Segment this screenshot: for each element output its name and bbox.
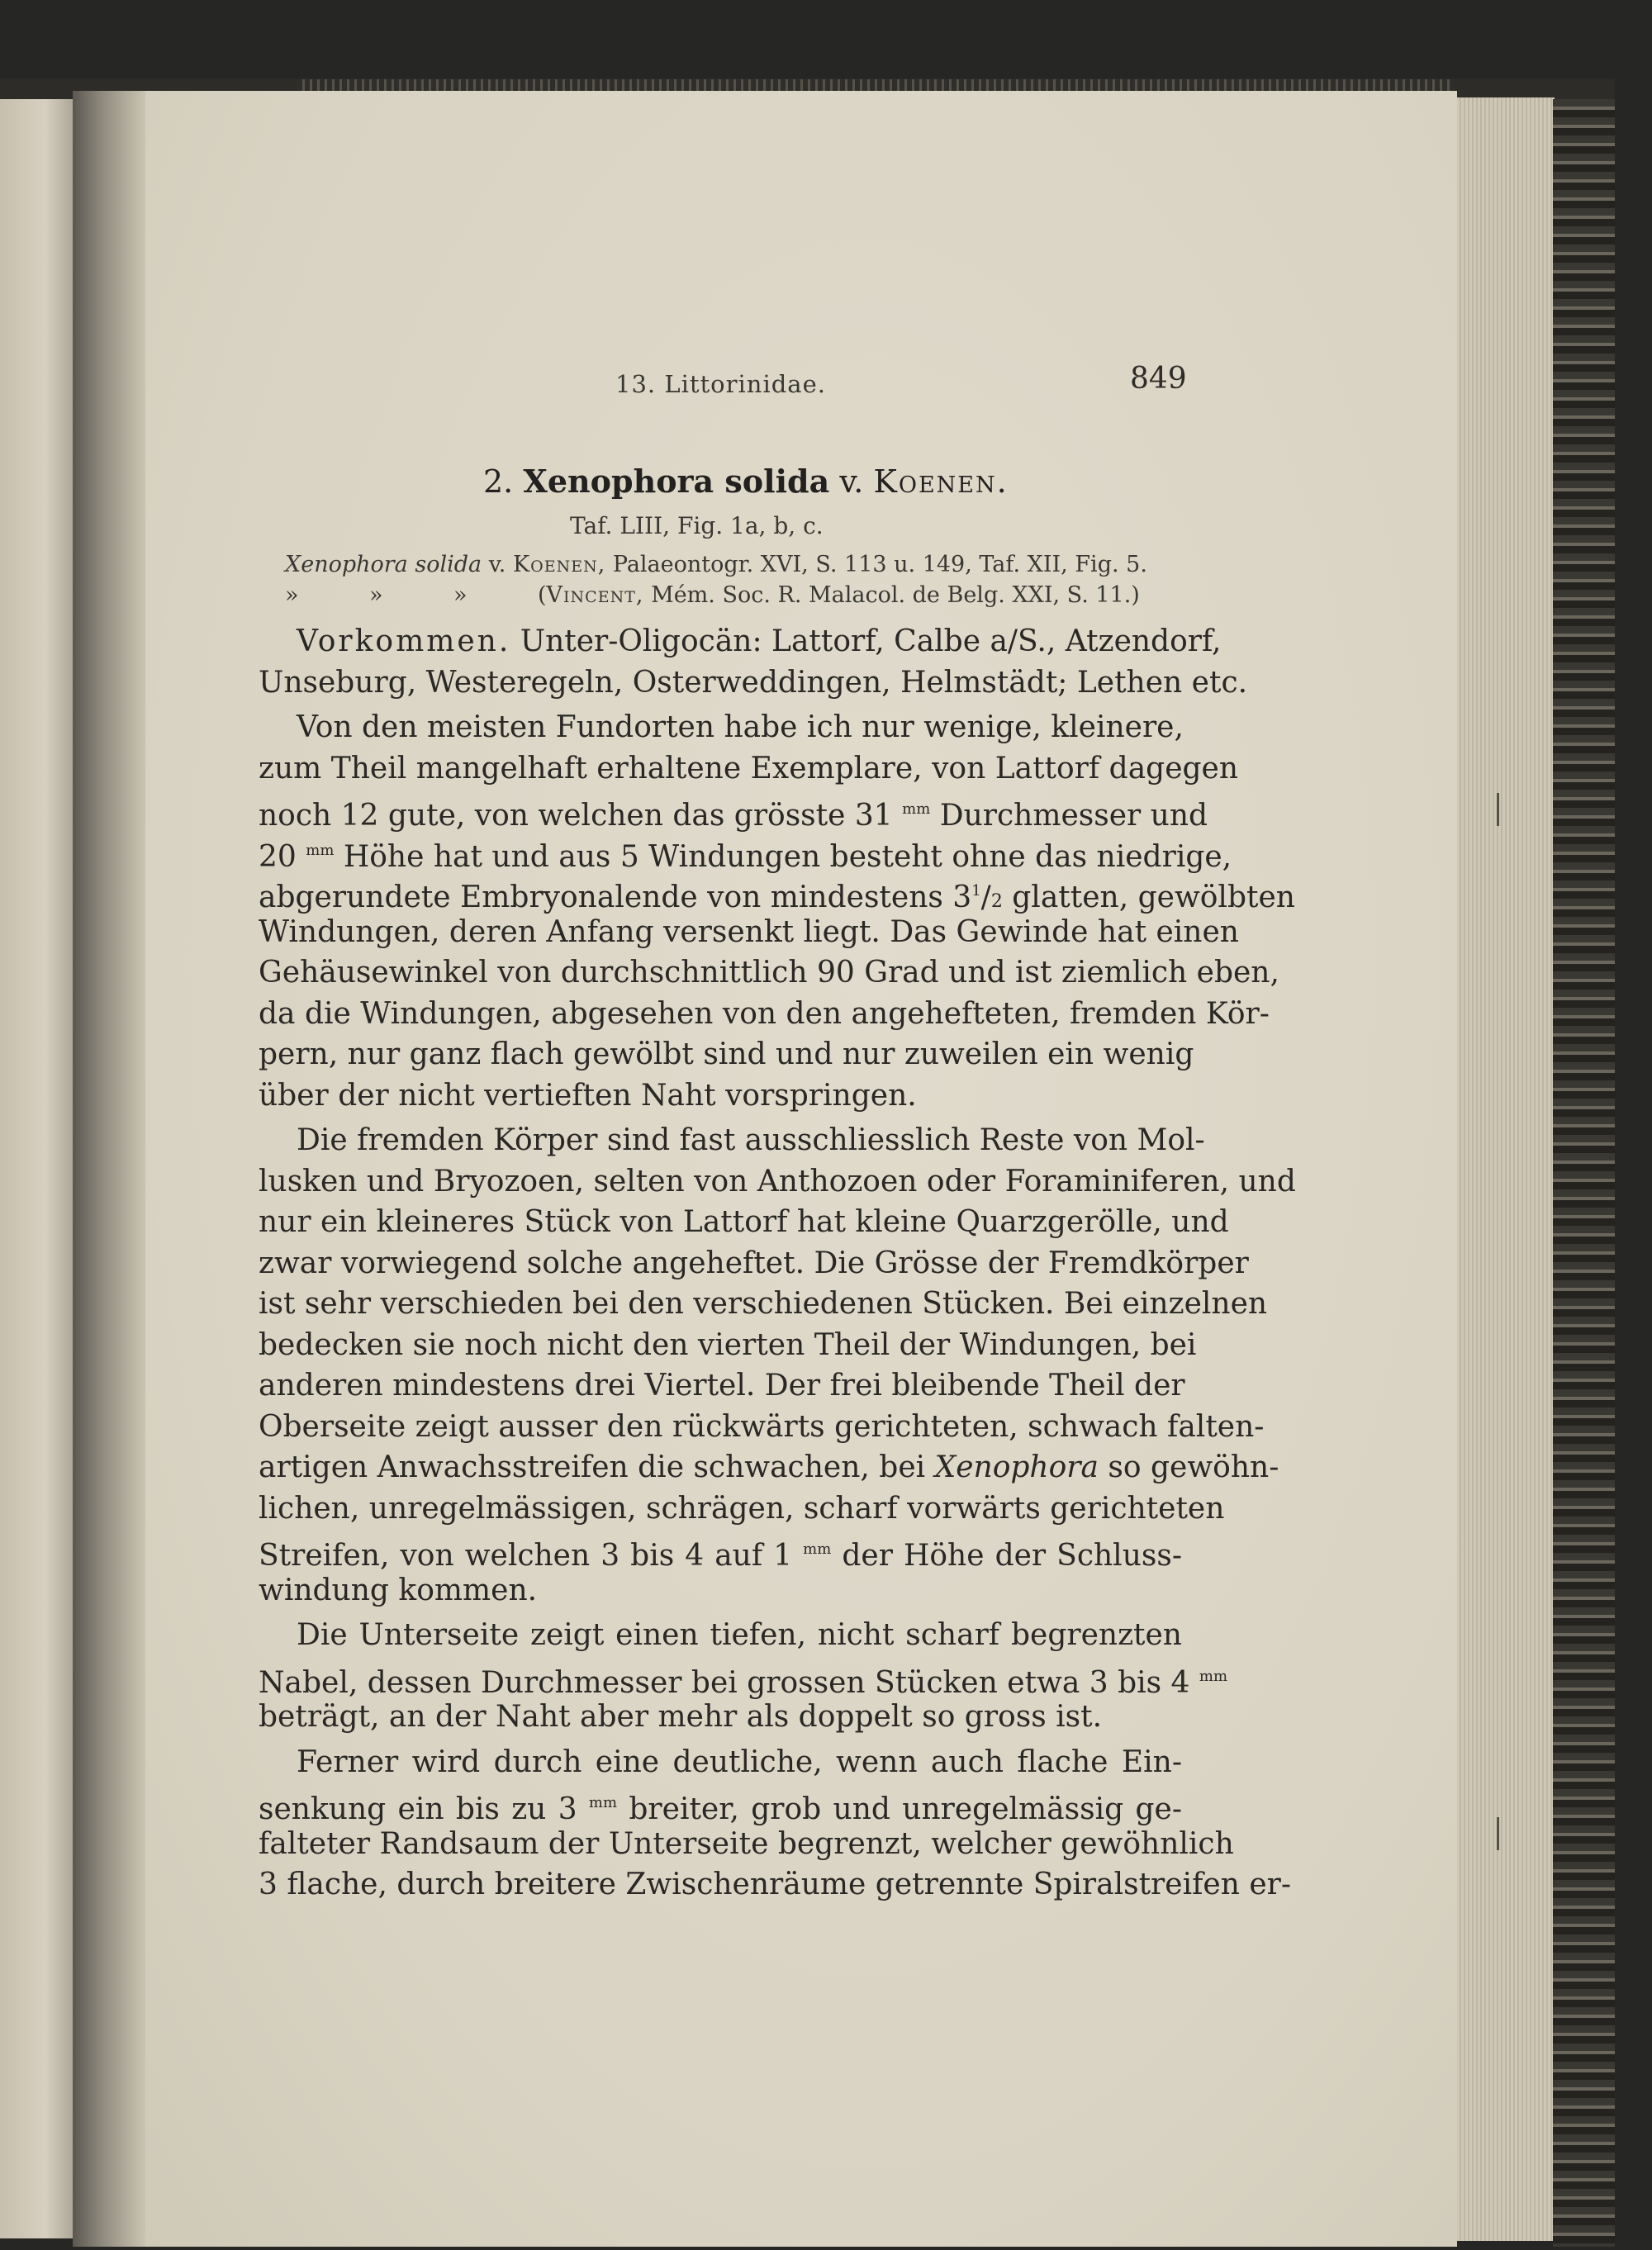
text-line bbox=[259, 1824, 1234, 1865]
text-segment: Unseburg, Westeregeln, Osterweddingen, Helmstädt; Lethen etc. bbox=[259, 665, 1248, 700]
text-line bbox=[259, 621, 1222, 662]
ditto-mark: » bbox=[369, 582, 383, 608]
text-line bbox=[259, 912, 1239, 953]
synonym-author: Vincent, bbox=[546, 582, 644, 608]
text-segment: nur ein kleineres Stück von Lattorf hat kleine Quarzgerölle, und bbox=[259, 1205, 1229, 1239]
unit-superscript: mm bbox=[588, 1794, 618, 1811]
synonymy-line bbox=[285, 552, 1147, 577]
text-segment: lichen, unregelmässigen, schrägen, scharf vorwärts gerichteten bbox=[259, 1491, 1225, 1526]
previous-page-edge bbox=[0, 99, 76, 2238]
page-number: 849 bbox=[1130, 362, 1187, 396]
text-line bbox=[259, 1365, 1185, 1407]
text-line bbox=[259, 1656, 1228, 1700]
species-number: 2. bbox=[483, 463, 514, 500]
fraction-denominator: 2 bbox=[990, 891, 1003, 912]
text-segment: Höhe hat und aus 5 Windungen besteht ohne das niedrige, bbox=[334, 839, 1232, 874]
text-segment: Gehäusewinkel von durchschnittlich 90 Grad und ist ziemlich eben, bbox=[259, 956, 1279, 990]
text-segment: 20 bbox=[259, 839, 306, 874]
text-segment: Von den meisten Fundorten habe ich nur wenige, kleinere, bbox=[297, 710, 1184, 744]
text-segment: Windungen, deren Anfang versenkt liegt. Das Gewinde hat einen bbox=[259, 914, 1239, 949]
text-line bbox=[259, 707, 1182, 748]
text-line bbox=[259, 1570, 1182, 1612]
text-line bbox=[259, 1447, 1279, 1488]
unit-superscript: mm bbox=[902, 800, 931, 818]
text-line bbox=[259, 1325, 1197, 1366]
text-segment: noch 12 gute, von welchen das grösste 31 bbox=[259, 799, 903, 833]
text-segment: anderen mindestens drei Viertel. Der frei bleibende Theil der bbox=[259, 1369, 1185, 1403]
synonym-taxon: Xenophora solida bbox=[285, 552, 482, 577]
text-line bbox=[259, 1034, 1194, 1075]
text-segment: 3 flache, durch breitere Zwischenräume getrennte Spiralstreifen er- bbox=[259, 1868, 1292, 1901]
text-line bbox=[259, 789, 1208, 833]
text-segment: ist sehr verschieden bei den verschiedenen Stücken. Bei einzelnen bbox=[259, 1287, 1268, 1321]
text-line bbox=[259, 1488, 1225, 1530]
species-heading bbox=[483, 463, 1009, 500]
text-segment: Oberseite zeigt ausser den rückwärts gerichteten, schwach falten- bbox=[259, 1409, 1265, 1444]
text-line bbox=[259, 1284, 1268, 1325]
text-segment: beträgt, an der Naht aber mehr als doppelt so gross ist. bbox=[259, 1700, 1103, 1734]
text-segment: so gewöhn- bbox=[1098, 1450, 1279, 1484]
book-gutter bbox=[73, 91, 152, 2247]
unit-superscript: mm bbox=[1199, 1667, 1228, 1685]
text-segment: der Höhe der Schluss- bbox=[831, 1539, 1182, 1573]
fore-edge-pages bbox=[1457, 97, 1555, 2241]
text-segment: falteter Randsaum der Unterseite begrenzt, welcher gewöhnlich bbox=[259, 1826, 1234, 1861]
text-line bbox=[259, 1864, 1292, 1906]
text-line bbox=[259, 1697, 1182, 1738]
text-segment: pern, nur ganz flach gewölbt sind und nur zuweilen ein wenig bbox=[259, 1037, 1194, 1071]
section-lead: Vorkommen. bbox=[297, 624, 511, 658]
text-segment: Durchmesser und bbox=[930, 799, 1208, 833]
text-segment: Unter-Oligocän: Lattorf, Calbe a/S., Atzendorf, bbox=[510, 624, 1222, 658]
text-segment: Die fremden Körper sind fast ausschliesslich Reste von Mol- bbox=[297, 1123, 1205, 1157]
running-head: 13. Littorinidae. bbox=[615, 370, 826, 398]
paragraph-gap bbox=[259, 1906, 1182, 1910]
text-line bbox=[259, 952, 1279, 994]
text-line bbox=[259, 1161, 1296, 1203]
text-segment: Streifen, von welchen 3 bis 4 auf 1 bbox=[259, 1539, 804, 1573]
text-segment: zwar vorwiegend solche angeheftet. Die Grösse der Fremdkörper bbox=[259, 1246, 1249, 1280]
text-segment: / bbox=[980, 881, 991, 914]
species-author: Koenen. bbox=[873, 463, 1009, 500]
text-line bbox=[259, 1202, 1229, 1243]
text-segment: da die Windungen, abgesehen von den angehefteten, fremden Kör- bbox=[259, 996, 1270, 1031]
unit-superscript: mm bbox=[306, 841, 335, 859]
text-line bbox=[259, 994, 1270, 1035]
text-segment: breiter, grob und unregelmässig ge- bbox=[617, 1792, 1182, 1826]
unit-superscript: mm bbox=[803, 1540, 832, 1558]
text-segment: windung kommen. bbox=[259, 1573, 538, 1607]
text-line bbox=[259, 1782, 1182, 1824]
text-line bbox=[259, 830, 1232, 874]
text-segment: glatten, gewölbten bbox=[1002, 881, 1295, 914]
text-line bbox=[259, 1120, 1205, 1161]
text-segment: über der nicht vertieften Naht vorspringen. bbox=[259, 1078, 917, 1113]
genus-name: Xenophora bbox=[934, 1450, 1099, 1484]
text-segment: lusken und Bryozoen, selten von Anthozoen oder Foraminiferen, und bbox=[259, 1164, 1296, 1199]
text-segment: zum Theil mangelhaft erhaltene Exemplare, von Lattorf dagegen bbox=[259, 751, 1239, 786]
cover-edge bbox=[1553, 99, 1615, 2247]
text-line bbox=[259, 1407, 1265, 1448]
ditto-mark: » bbox=[453, 582, 468, 608]
text-segment: senkung ein bis zu 3 bbox=[259, 1792, 589, 1826]
synonym-paren: ( bbox=[538, 582, 547, 608]
synonym-citation: Mém. Soc. R. Malacol. de Belg. XXI, S. 11.) bbox=[651, 582, 1140, 608]
synonymy-line bbox=[285, 582, 1140, 608]
text-segment: artigen Anwachsstreifen die schwachen, bei bbox=[259, 1450, 935, 1484]
text-line bbox=[259, 1075, 1182, 1117]
text-segment: Ferner wird durch eine deutliche, wenn auch flache Ein- bbox=[297, 1744, 1182, 1779]
plate-reference: Taf. LIII, Fig. 1a, b, c. bbox=[570, 512, 824, 539]
synonym-author-prefix: v. bbox=[488, 552, 506, 577]
text-segment: Die Unterseite zeigt einen tiefen, nicht scharf begrenzten bbox=[297, 1618, 1182, 1652]
margin-mark bbox=[1497, 1817, 1499, 1850]
species-name: Xenophora solida bbox=[523, 463, 830, 500]
text-segment: Nabel, dessen Durchmesser bei grossen Stücken etwa 3 bis 4 bbox=[259, 1665, 1199, 1700]
synonym-citation: Palaeontogr. XVI, S. 113 u. 149, Taf. XII, Fig. 5. bbox=[612, 552, 1147, 577]
margin-mark bbox=[1497, 793, 1499, 826]
text-line bbox=[259, 1529, 1182, 1573]
text-segment: bedecken sie noch nicht den vierten Theil der Windungen, bei bbox=[259, 1327, 1197, 1362]
text-line bbox=[259, 1742, 1182, 1783]
text-line bbox=[259, 871, 1295, 914]
text-line bbox=[259, 1243, 1249, 1284]
body-text bbox=[259, 621, 1296, 1910]
text-segment: abgerundete Embryonalende von mindestens 3 bbox=[259, 881, 972, 914]
text-line bbox=[259, 1615, 1182, 1656]
author-prefix: v. bbox=[839, 463, 864, 500]
text-line bbox=[259, 748, 1239, 790]
synonym-author: Koenen, bbox=[512, 552, 606, 577]
fraction-numerator: 1 bbox=[971, 882, 981, 900]
ditto-mark: » bbox=[285, 582, 299, 608]
text-line bbox=[259, 662, 1248, 704]
